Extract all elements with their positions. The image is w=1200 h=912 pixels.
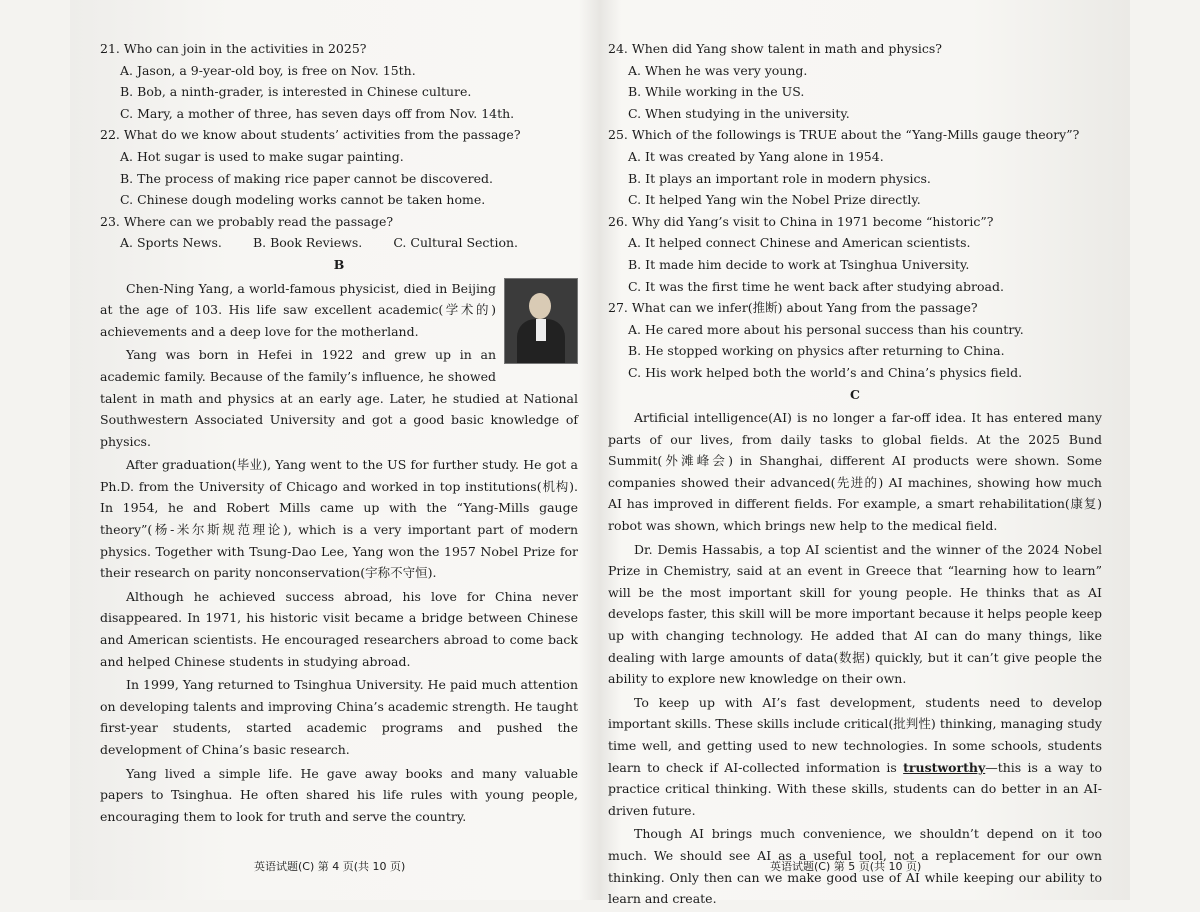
passage-b-paragraph-3: After graduation(毕业), Yang went to the US for further study. He got a Ph.D. from the University of Chicago and worked in top institutions(机构). In 1954, he and Robert Mills came up with the “Yang-Mills gauge theory”(杨-米尔斯规范理论), which is a very important part of modern physics. Together with Tsung-Dao Lee, Yang won the 1957 Nobel Prize for their research on parity nonconservation(宇称不守恒). xyxy=(100,457,578,581)
question-21 xyxy=(100,38,578,124)
option-b: B. Bob, a ninth-grader, is interested in Chinese culture. xyxy=(120,84,472,100)
question-stem: 27. What can we infer(推断) about Yang from the passage? xyxy=(608,300,978,316)
passage-b-paragraph-1: Chen-Ning Yang, a world-famous physicist, died in Beijing at the age of 103. His life saw excellent academic(学术的) achievements and a deep love for the motherland. xyxy=(100,280,496,339)
passage-b-paragraph-2: Yang was born in Hefei in 1922 and grew up in an academic family. Because of the family’s influence, he showed talent in math and physics at an early age. Later, he studied at National Southwestern Associated University and got a good basic knowledge of physics. xyxy=(100,347,578,449)
question-27 xyxy=(608,297,1102,383)
paragraph-text: —this is a way to practice critical thinking. With these skills, students can do better in an AI-driven future. xyxy=(608,759,1102,818)
option-b: B. The process of making rice paper cannot be discovered. xyxy=(120,170,493,186)
option-c: C. When studying in the university. xyxy=(628,105,850,121)
question-stem: 24. When did Yang show talent in math and physics? xyxy=(608,41,942,56)
option-a: A. When he was very young. xyxy=(628,62,808,78)
passage-c-paragraph-1: Artificial intelligence(AI) is no longer a far-off idea. It has entered many parts of our lives, from daily tasks to global fields. At the 2025 Bund Summit(外滩峰会) in Shanghai, different AI products were shown. Some companies showed their advanced(先进的) AI machines, showing how much AI has improved in different fields. For example, a smart rehabilitation(康复) robot was shown, which brings new help to the medical field. xyxy=(608,410,1102,534)
option-a: A. He cared more about his personal success than his country. xyxy=(628,321,1024,337)
passage-c-paragraph-2: Dr. Demis Hassabis, a top AI scientist and the winner of the 2024 Nobel Prize in Chemistry, said at an event in Greece that “learning how to learn” will be the most important skill for young people. He thinks that as AI develops faster, this skill will be more important because it helps people keep up with changing technology. He added that AI can do many things, like dealing with large amounts of data(数据) quickly, but it can’t give people the ability to explore new knowledge on their own. xyxy=(608,541,1102,687)
option-c: C. It helped Yang win the Nobel Prize directly. xyxy=(628,192,921,208)
question-stem: 26. Why did Yang’s visit to China in 1971 become “historic”? xyxy=(608,213,994,229)
page-4 xyxy=(100,38,578,829)
section-label-b: B xyxy=(333,256,345,272)
passage-b-paragraph-6: Yang lived a simple life. He gave away books and many valuable papers to Tsinghua. He often shared his life rules with young people, encouraging them to look for truth and serve the country. xyxy=(100,765,578,824)
passage-b-paragraph-4: Although he achieved success abroad, his love for China never disappeared. In 1971, his historic visit became a bridge between Chinese and American scientists. He encouraged researchers abroad to come back and helped Chinese students in studying abroad. xyxy=(100,588,578,669)
option-a: A. Sports News. xyxy=(120,235,222,251)
question-26 xyxy=(608,211,1102,297)
question-stem: 22. What do we know about students’ activities from the passage? xyxy=(100,127,521,143)
portrait-image xyxy=(504,278,578,364)
option-a: A. Hot sugar is used to make sugar painting. xyxy=(120,148,404,164)
option-a: A. It was created by Yang alone in 1954. xyxy=(628,148,884,164)
option-c: C. His work helped both the world’s and China’s physics field. xyxy=(628,364,1023,380)
question-stem: 21. Who can join in the activities in 2025? xyxy=(100,41,367,56)
options-row xyxy=(120,232,578,254)
option-b: B. He stopped working on physics after returning to China. xyxy=(628,343,1005,359)
passage-c-paragraph-4: Though AI brings much convenience, we shouldn’t depend on it too much. We should see AI as a useful tool, not a replacement for our own thinking. Only then can we make good use of AI while keeping our ability to learn and create. xyxy=(608,826,1102,907)
option-b: B. It made him decide to work at Tsinghua University. xyxy=(628,256,970,272)
option-c: C. Chinese dough modeling works cannot be taken home. xyxy=(120,192,486,208)
question-25 xyxy=(608,124,1102,210)
option-c: C. Cultural Section. xyxy=(393,235,518,251)
option-b: B. While working in the US. xyxy=(628,84,805,100)
page-footer-right: 英语试题(C) 第 5 页(共 10 页) xyxy=(770,860,922,873)
page-5 xyxy=(608,38,1102,912)
question-stem: 25. Which of the followings is TRUE about the “Yang-Mills gauge theory”? xyxy=(608,127,1080,143)
keyword-trustworthy: trustworthy xyxy=(903,759,986,775)
option-c: C. Mary, a mother of three, has seven days off from Nov. 14th. xyxy=(120,105,515,121)
option-c: C. It was the first time he went back after studying abroad. xyxy=(628,278,1004,294)
paragraph-text: To keep up with AI’s fast development, students need to develop important skills. These skills include critical(批判性) thinking, managing study time well, and getting used to new technologies. In some schools, students learn to check if AI-collected information is xyxy=(608,694,1102,775)
passage-c-paragraph-3 xyxy=(608,692,1102,822)
option-b: B. Book Reviews. xyxy=(252,235,363,251)
passage-b-paragraph-5: In 1999, Yang returned to Tsinghua University. He paid much attention on developing talents and improving China’s academic strength. He taught first-year students, started academic programs and pushed the development of China’s basic research. xyxy=(100,677,578,757)
question-24 xyxy=(608,38,1102,124)
question-22 xyxy=(100,124,578,210)
option-a: A. Jason, a 9-year-old boy, is free on Nov. 15th. xyxy=(120,62,416,78)
section-label-c: C xyxy=(850,386,860,402)
option-a: A. It helped connect Chinese and American scientists. xyxy=(628,235,971,251)
question-23 xyxy=(100,211,578,254)
page-footer-left: 英语试题(C) 第 4 页(共 10 页) xyxy=(254,860,406,873)
option-b: B. It plays an important role in modern physics. xyxy=(628,170,931,186)
yang-portrait xyxy=(504,278,578,364)
question-stem: 23. Where can we probably read the passage? xyxy=(100,213,394,229)
